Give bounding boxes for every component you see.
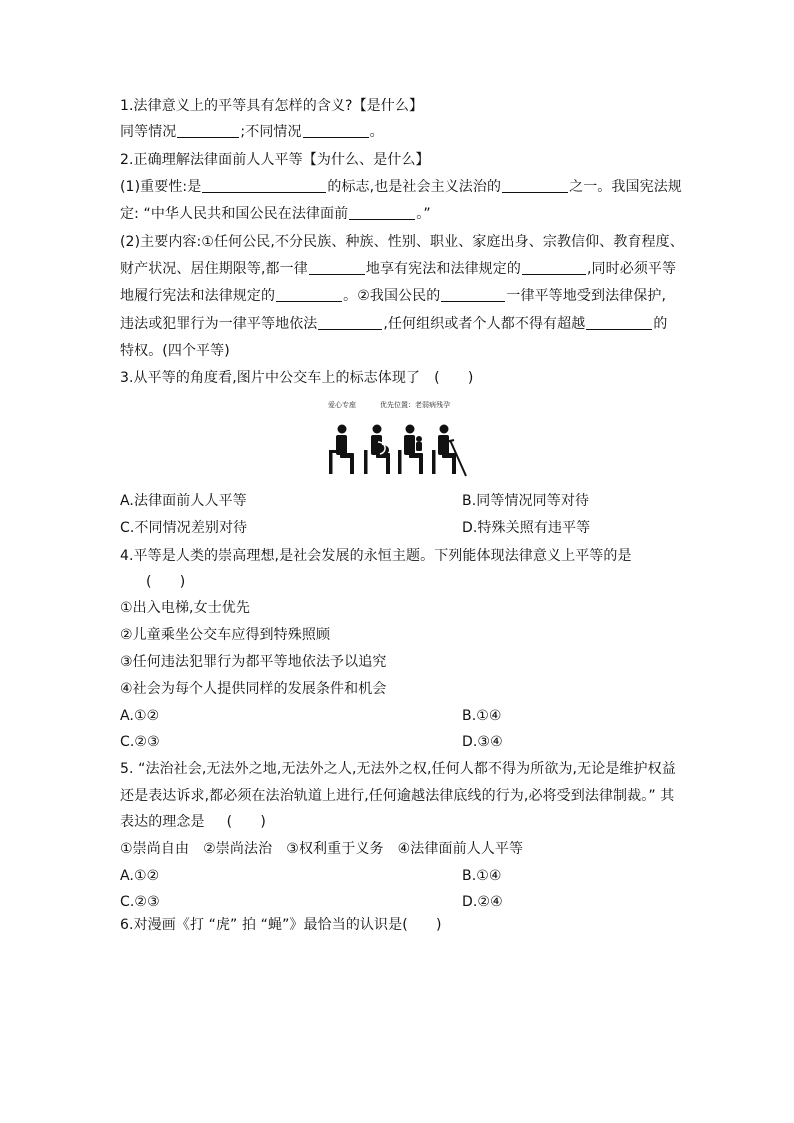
pregnant-woman-icon (364, 425, 390, 475)
q2-text: 的 (653, 316, 668, 332)
q3-stem (120, 368, 473, 388)
q1-text-a: 同等情况 (120, 124, 177, 140)
q2-blank[interactable] (586, 315, 652, 330)
q4-option-d[interactable]: D.③④ (462, 734, 503, 750)
q5-options-row1 (120, 866, 502, 886)
q1-text-b: ;不同情况 (240, 124, 302, 140)
sign-right-caption: 优先位置：老弱病残孕 (380, 401, 450, 409)
q1-text-c: 。 (369, 124, 384, 140)
q4-answer-paren[interactable]: ( ) (146, 574, 186, 590)
q2-text: 。” (416, 206, 431, 222)
q2-p2-line5: 特权。(四个平等) (120, 343, 230, 359)
q4-stem: 4.平等是人类的崇高理想,是社会发展的永恒主题。下列能体现法律意义上平等的是 (120, 548, 632, 564)
q3-answer-paren[interactable]: ( ) (434, 370, 474, 386)
q4-statement-4: ④社会为每个人提供同样的发展条件和机会 (120, 681, 387, 697)
q5-stem-line1: 5. “法治社会,无法外之地,无法外之人,无法外之权,任何人都不得为所欲为,无论是维护权益 (120, 761, 676, 777)
q2-text: 地履行宪法和法律规定的 (120, 288, 276, 304)
adult-with-child-icon (398, 425, 423, 475)
q2-p2-line3 (120, 286, 666, 306)
q2-text: 违法或犯罪行为一律平等地依法 (120, 316, 318, 332)
q4-statement-2: ②儿童乘坐公交车应得到特殊照顾 (120, 627, 331, 643)
q3-stem-text: 3.从平等的角度看,图片中公交车上的标志体现了 (120, 370, 421, 386)
q2-blank[interactable] (349, 205, 415, 220)
q5-stem-text: 表达的理念是 (120, 814, 205, 830)
q5-option-a[interactable]: A.①② (120, 868, 160, 884)
q2-blank[interactable] (522, 260, 586, 275)
q4-statement-1: ①出入电梯,女士优先 (120, 600, 251, 616)
q5-options-row2 (120, 892, 503, 912)
q3-option-c[interactable]: C.不同情况差别对待 (120, 520, 248, 536)
q6-stem: 6.对漫画《打 “虎” 拍 “蝇”》最恰当的认识是( ) (120, 917, 442, 933)
q3-option-a[interactable]: A.法律面前人人平等 (120, 493, 247, 509)
q2-text: 。②我国公民的 (343, 288, 441, 304)
q1-title: 1.法律意义上的平等具有怎样的含义?【是什么】 (120, 98, 424, 114)
q4-options-row1 (120, 706, 502, 726)
q2-title: 2.正确理解法律面前人人平等【为什么、是什么】 (120, 152, 430, 168)
q5-answer-paren[interactable]: ( ) (226, 814, 266, 830)
q2-p2-line2 (120, 259, 676, 279)
q4-statement-3: ③任何违法犯罪行为都平等地依法予以追究 (120, 654, 387, 670)
q3-option-b[interactable]: B.同等情况同等对待 (462, 493, 590, 509)
q2-blank[interactable] (441, 287, 505, 302)
q2-p2-line1: (2)主要内容:①任何公民,不分民族、种族、性别、职业、家庭出身、宗教信仰、教育程度、 (120, 234, 684, 250)
q2-text: 一律平等地受到法律保护, (506, 288, 667, 304)
q2-blank[interactable] (309, 260, 365, 275)
q5-option-c[interactable]: C.②③ (120, 894, 160, 910)
q2-p1-line2 (120, 204, 431, 224)
seated-person-icon (329, 425, 354, 475)
q4-option-a[interactable]: A.①② (120, 708, 160, 724)
q1-blank-1[interactable] (177, 123, 239, 138)
q3-options-row1 (120, 491, 590, 511)
q2-text: 的标志,也是社会主义法治的 (327, 179, 502, 195)
q2-blank[interactable] (502, 178, 568, 193)
q2-blank[interactable] (202, 178, 326, 193)
q5-stem-line2: 还是表达诉求,都必须在法治轨道上进行,任何逾越法律底线的行为,必将受到法律制裁。” 其 (120, 788, 675, 804)
q1-fill-line (120, 122, 384, 142)
q2-text: 地享有宪法和法律规定的 (365, 261, 521, 277)
q4-option-b[interactable]: B.①④ (462, 708, 502, 724)
q5-option-d[interactable]: D.②④ (462, 894, 503, 910)
q5-stem-line3 (120, 812, 266, 832)
q2-blank[interactable] (276, 287, 342, 302)
q2-text: 定: “中华人民共和国公民在法律面前 (120, 206, 349, 222)
q2-text: 财产状况、居住期限等,都一律 (120, 261, 308, 277)
q5-option-b[interactable]: B.①④ (462, 868, 502, 884)
sign-left-caption: 爱心专座 (328, 401, 356, 409)
q5-statements: ①崇尚自由 ②崇尚法治 ③权利重于义务 ④法律面前人人平等 (120, 841, 524, 857)
q2-text: ,任何组织或者个人都不得有超越 (383, 316, 586, 332)
q2-text: ,同时必须平等 (586, 261, 677, 277)
q3-options-row2 (120, 518, 591, 538)
q4-options-row2 (120, 732, 503, 752)
q2-p2-line4 (120, 314, 667, 334)
q3-option-d[interactable]: D.特殊关照有违平等 (462, 520, 591, 536)
q1-blank-2[interactable] (303, 123, 369, 138)
bus-seat-sign-figure (320, 398, 480, 488)
q4-option-c[interactable]: C.②③ (120, 734, 160, 750)
person-with-crutch-icon (432, 425, 466, 477)
q2-text: (1)重要性:是 (120, 179, 202, 195)
q2-text: 之一。我国宪法规 (569, 179, 682, 195)
q2-blank[interactable] (318, 315, 382, 330)
q2-p1-line1 (120, 177, 682, 197)
